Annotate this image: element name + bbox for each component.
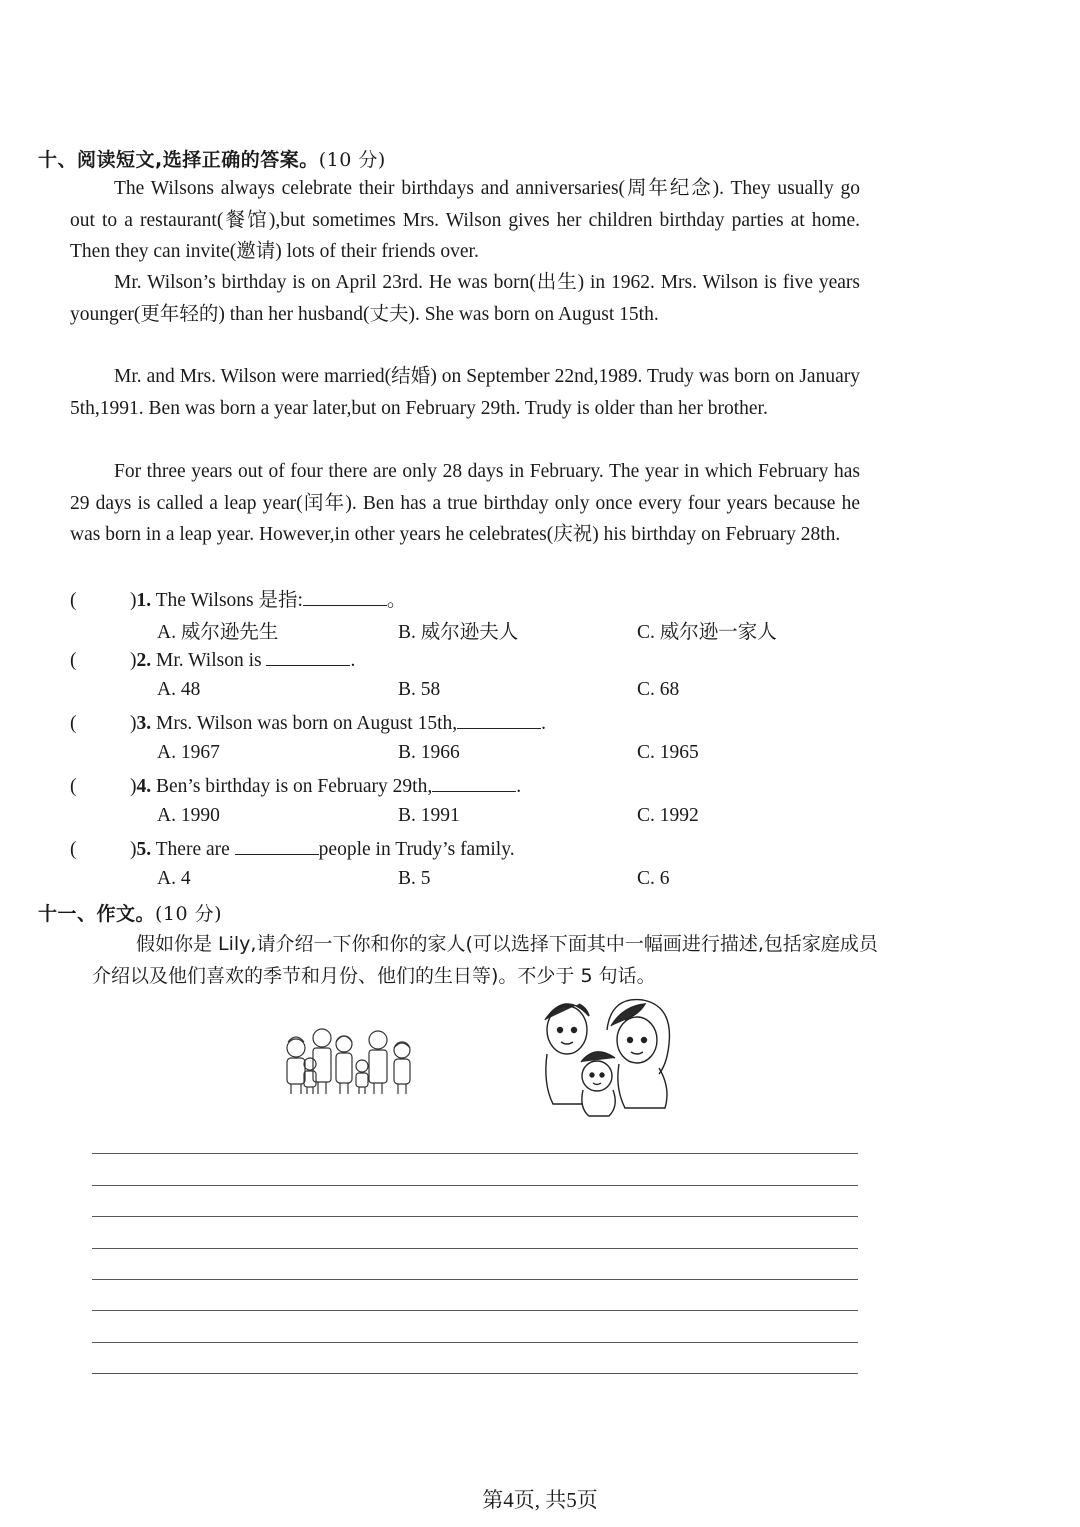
question-5 xyxy=(70,836,515,861)
question-text-end: . xyxy=(541,713,546,734)
section-11-score: (10 分) xyxy=(155,903,223,925)
option-a[interactable]: A. 4 xyxy=(157,868,191,889)
option-b[interactable]: B. 5 xyxy=(398,868,431,889)
passage-paragraph-1: The Wilsons always celebrate their birthdays and anniversaries(周年纪念). They usually go out to a restaurant(餐馆),but sometimes Mrs. Wilson gives her children birthday parties at home. Then they can invite(邀请) lots of their friends over. xyxy=(70,178,860,262)
question-number: 5. xyxy=(136,839,152,860)
question-text-end: 。 xyxy=(386,590,407,611)
extended-family-illustration xyxy=(278,1020,418,1100)
question-number: 3. xyxy=(136,713,152,734)
question-text-end: people in Trudy’s family. xyxy=(318,839,515,860)
family-member-figure xyxy=(287,1037,305,1094)
answer-paren-open: ( xyxy=(70,650,77,671)
writing-line[interactable] xyxy=(92,1279,858,1280)
writing-line[interactable] xyxy=(92,1185,858,1186)
passage-paragraph-2: Mr. Wilson’s birthday is on April 23rd. He was born(出生) in 1962. Mrs. Wilson is five years younger(更年轻的) than her husband(丈夫). She was born on August 15th. xyxy=(70,272,860,325)
answer-paren-open: ( xyxy=(70,839,77,860)
question-text: The Wilsons 是指: xyxy=(151,590,303,611)
option-a[interactable]: A. 1990 xyxy=(157,805,220,826)
answer-blank[interactable] xyxy=(235,836,319,855)
option-b[interactable]: B. 1966 xyxy=(398,742,460,763)
answer-paren-close: ) xyxy=(130,650,137,671)
option-a[interactable]: A. 48 xyxy=(157,679,201,700)
parents-and-child-illustration xyxy=(535,990,675,1120)
option-c[interactable]: C. 1965 xyxy=(637,742,699,763)
answer-paren-open: ( xyxy=(70,776,77,797)
question-text: Mr. Wilson is xyxy=(151,650,267,671)
question-text-end: . xyxy=(350,650,356,671)
question-number: 4. xyxy=(136,776,152,797)
option-c[interactable]: C. 1992 xyxy=(637,805,699,826)
writing-line[interactable] xyxy=(92,1153,858,1154)
section-11-title: 十一、作文。 xyxy=(38,903,156,925)
writing-line[interactable] xyxy=(92,1342,858,1343)
option-c[interactable]: C. 68 xyxy=(637,679,680,700)
answer-paren-close: ) xyxy=(130,839,137,860)
father-figure xyxy=(545,1004,589,1104)
section-10-score: (10 分) xyxy=(318,149,386,171)
answer-paren-close: ) xyxy=(130,713,137,734)
family-member-figure xyxy=(369,1031,387,1094)
family-member-figure xyxy=(336,1036,352,1094)
answer-blank[interactable] xyxy=(457,710,541,729)
question-text: There are xyxy=(151,839,235,860)
answer-blank[interactable] xyxy=(432,773,516,792)
answer-paren-close: ) xyxy=(130,590,137,611)
question-3 xyxy=(70,710,546,735)
option-a[interactable]: A. 1967 xyxy=(157,742,220,763)
answer-paren-open: ( xyxy=(70,713,77,734)
section-10-heading xyxy=(38,145,386,172)
writing-prompt: 假如你是 Lily,请介绍一下你和你的家人(可以选择下面其中一幅画进行描述,包括家庭成员介绍以及他们喜欢的季节和月份、他们的生日等)。不少于 5 句话。 xyxy=(92,933,878,987)
option-c[interactable]: C. 6 xyxy=(637,868,670,889)
writing-line[interactable] xyxy=(92,1248,858,1249)
question-text-end: . xyxy=(516,776,522,797)
writing-line[interactable] xyxy=(92,1216,858,1217)
family-member-figure xyxy=(304,1058,316,1094)
question-2 xyxy=(70,647,355,672)
option-b[interactable]: B. 58 xyxy=(398,679,441,700)
question-text: Ben’s birthday is on February 29th, xyxy=(151,776,433,797)
question-4 xyxy=(70,773,521,798)
answer-paren-close: ) xyxy=(130,776,137,797)
family-member-figure xyxy=(356,1060,368,1094)
passage-paragraph-3: Mr. and Mrs. Wilson were married(结婚) on September 22nd,1989. Trudy was born on January 5th,1991. Ben was born a year later,but on February 29th. Trudy is older than her brother. xyxy=(70,366,860,419)
family-member-figure xyxy=(394,1042,410,1094)
option-c[interactable]: C. 威尔逊一家人 xyxy=(637,622,777,643)
option-a[interactable]: A. 威尔逊先生 xyxy=(157,622,279,643)
section-10-title: 十、阅读短文,选择正确的答案。 xyxy=(38,149,319,171)
child-figure xyxy=(581,1052,615,1116)
answer-paren-open: ( xyxy=(70,590,77,611)
passage-paragraph-4: For three years out of four there are only 28 days in February. The year in which February has 29 days is called a leap year(闰年). Ben has a true birthday only once every four years because he was born in a leap year. However,in other years he celebrates(庆祝) his birthday on February 28th. xyxy=(70,461,860,545)
question-1 xyxy=(70,584,406,612)
writing-line[interactable] xyxy=(92,1310,858,1311)
option-b[interactable]: B. 威尔逊夫人 xyxy=(398,622,519,643)
question-number: 1. xyxy=(136,590,152,611)
question-text: Mrs. Wilson was born on August 15th, xyxy=(151,713,458,734)
section-11-heading xyxy=(38,899,222,926)
answer-blank[interactable] xyxy=(303,587,387,606)
mother-figure xyxy=(607,1000,669,1108)
page-number-footer: 第4页, 共5页 xyxy=(482,1488,598,1512)
option-b[interactable]: B. 1991 xyxy=(398,805,460,826)
writing-line[interactable] xyxy=(92,1373,858,1374)
answer-blank[interactable] xyxy=(266,647,350,666)
question-number: 2. xyxy=(136,650,152,671)
